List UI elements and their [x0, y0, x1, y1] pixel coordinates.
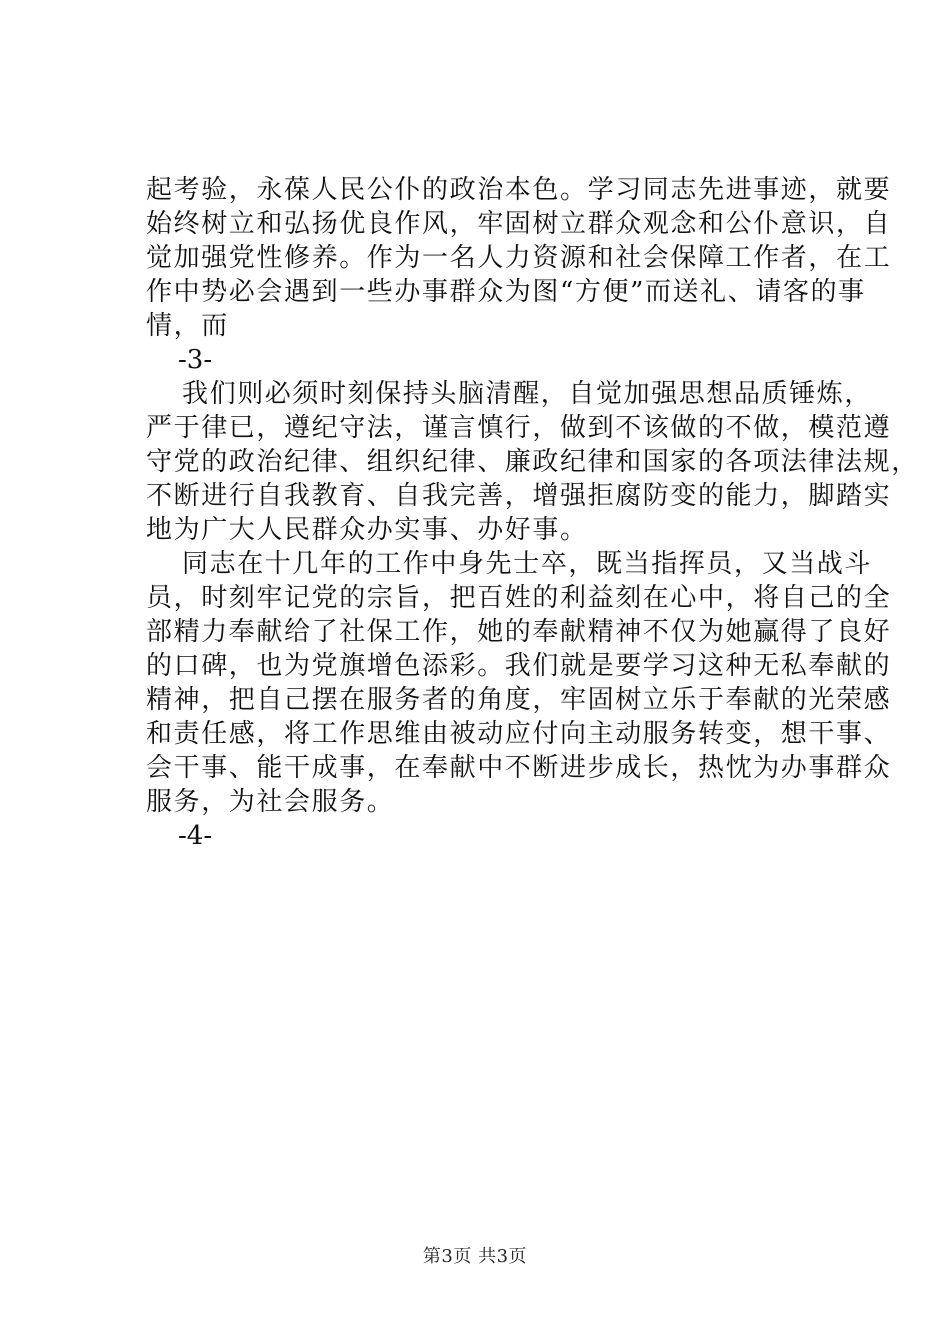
text-line: 作中势必会遇到一些办事群众为图“方便”而送礼、请客的事	[146, 277, 866, 307]
text-line: 觉加强党性修养。作为一名人力资源和社会保障工作者，在工	[146, 243, 892, 273]
text-line: 精神，把自己摆在服务者的角度，牢固树立乐于奉献的光荣感	[146, 685, 892, 715]
paragraph	[146, 547, 892, 819]
text-line: 严于律已，遵纪守法，谨言慎行，做到不该做的不做，模范遵	[146, 413, 892, 443]
text-line: 的口碑，也为党旗增色添彩。我们就是要学习这种无私奉献的	[146, 651, 892, 681]
paragraph	[146, 173, 892, 343]
text-line: 情，而	[146, 311, 229, 341]
text-line: 起考验，永葆人民公仆的政治本色。学习同志先进事迹，就要	[146, 175, 892, 205]
page-number: 第3页 共3页	[422, 1246, 528, 1267]
text-line: 和责任感，将工作思维由被动应付向主动服务转变，想干事、	[146, 719, 892, 749]
text-line: 员，时刻牢记党的宗旨，把百姓的利益刻在心中，将自己的全	[146, 583, 892, 613]
document-body	[146, 173, 919, 853]
text-line: 守党的政治纪律、组织纪律、廉政纪律和国家的各项法律法规，	[146, 447, 919, 477]
text-line: 地为广大人民群众办实事、办好事。	[146, 515, 588, 545]
text-line: 同志在十几年的工作中身先士卒，既当指挥员，又当战斗	[182, 549, 873, 579]
text-line: 服务，为社会服务。	[146, 787, 395, 817]
text-line: 不断进行自我教育、自我完善，增强拒腐防变的能力，脚踏实	[146, 481, 892, 511]
text-line: 会干事、能干成事，在奉献中不断进步成长，热忱为办事群众	[146, 753, 892, 783]
page-marker: -3-	[178, 345, 213, 375]
paragraph	[146, 377, 919, 547]
page-footer	[0, 1242, 950, 1268]
text-line: 始终树立和弘扬优良作风，牢固树立群众观念和公仆意识，自	[146, 209, 892, 239]
text-line: 部精力奉献给了社保工作，她的奉献精神不仅为她赢得了良好	[146, 617, 892, 647]
page-marker: -4-	[178, 821, 213, 851]
text-line: 我们则必须时刻保持头脑清醒，自觉加强思想品质锤炼，	[182, 379, 873, 409]
